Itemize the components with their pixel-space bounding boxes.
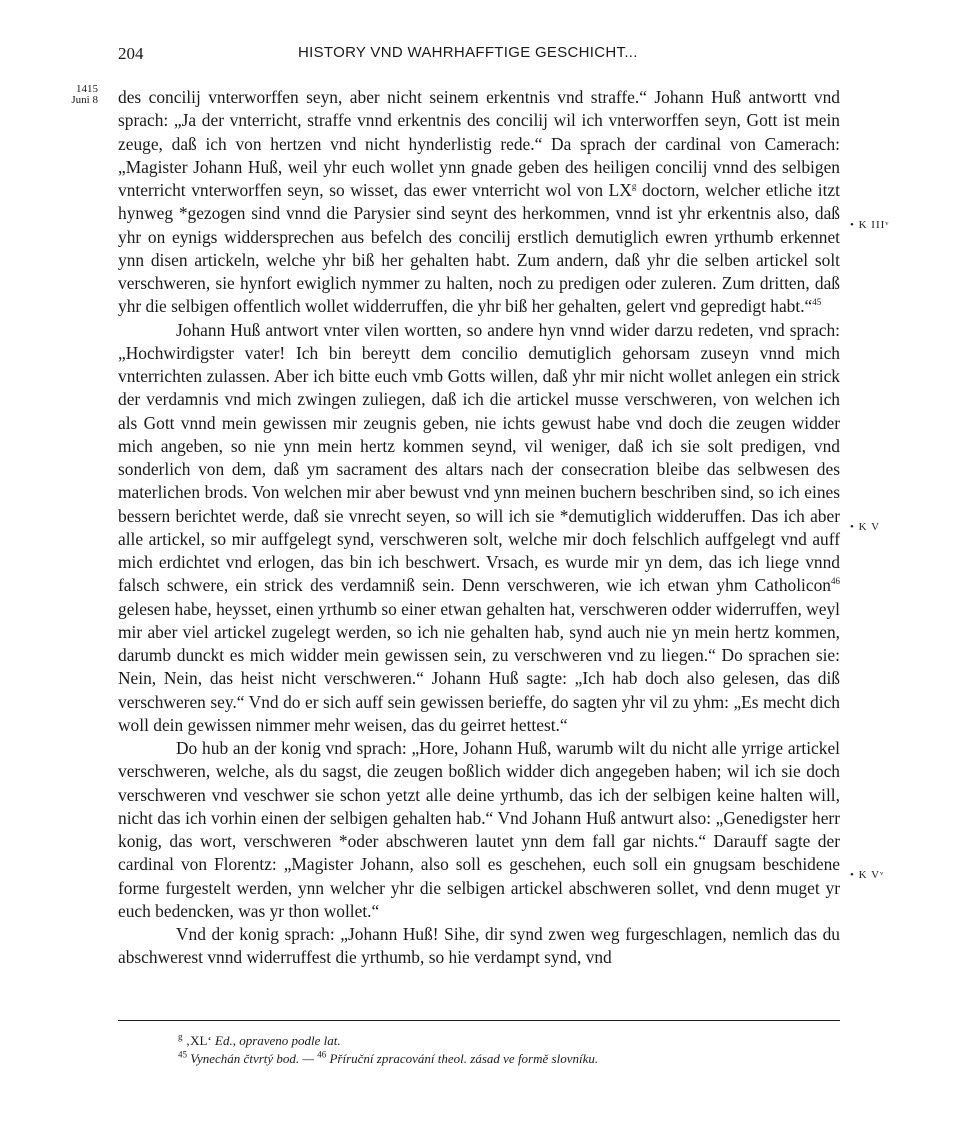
footnote-ref: 45 [812,297,822,308]
paragraph [118,319,840,738]
body-text [118,86,840,970]
page-number: 204 [118,44,144,63]
margin-year: 1415 [76,83,98,95]
margin-folio-mark: • K Vᵛ [850,869,885,881]
footnote [178,1050,828,1068]
paragraph-text: gelesen habe, heysset, einen yrthumb so einer etwan gehalten hat, verschweren odder widerruffen, weyl mir aber viel artickel zugelegt werden, so ich nie gehalten hab, synd auch nie yn mein hertz kommen, darumb dunckt es mich widder mein gewissen sein, zu verschweren vnd zu liegen.“ Do sprachen sie: Nein, Nein, das heist nicht verschweren.“ Johann Huß sagte: „Ich hab doch also gelesen, das diß verschweren sey.“ Vnd do er sich auff sein gewissen berieffe, do sagten yhr vil zu yhm: „Es mecht dich woll dein gewissen nimmer mehr weisen, das du geirret hettest.“ [118,598,840,735]
footnote-mark: 46 [317,1049,327,1060]
margin-folio-mark: • K IIIᵛ [850,219,890,231]
running-title: HISTORY VND WAHRHAFFTIGE GESCHICHT... [298,44,638,61]
footnote-divider [118,1020,840,1021]
footnote-mark: g [178,1031,183,1042]
footnote-text: Vynechán čtvrtý bod. — [187,1051,318,1066]
paragraph-text: des concilij vnterworffen seyn, aber nicht seinem erkentnis vnd straffe.“ Johann Huß antwortt vnd sprach: „Ja der vnterricht, straffe vnnd erkentnis des concilij wil ich vnterworffen seyn, Gott ist mein zeuge, daß ich von hertzen vnd nicht hynderlistig rede.“ Da sprach der cardinal von Camerach: „Magister Johann Huß, weil yhr euch wollet ynn gnade geben des heiligen concilij vnnd des selbigen vnterricht vnterworffen seyn, so wisset, das ewer vnterricht wol von LX [118,87,840,200]
margin-folio-mark: • K V [850,521,881,533]
footnote-text: Příruční zpracování theol. zásad ve formě slovníku. [326,1051,599,1066]
footnote-ref: 46 [831,576,840,587]
footnotes [178,1032,828,1068]
footnote-ref: g [631,181,637,192]
paragraph-text: Vnd der konig sprach: „Johann Huß! Sihe, dir synd zwen weg furgeschlagen, nemlich das du abschwerest vnnd widerruffest die yrthumb, so hie verdampt synd, vnd [118,924,840,968]
paragraph-text: Johann Huß antwort vnter vilen wortten, so andere hyn vnnd wider darzu redeten, vnd sprach: „Hochwirdigster vater! Ich bin bereytt dem concilio demutiglich gehorsam zuseyn vnnd mich vnterrichten zulassen. Aber ich bitte euch vmb Gotts willen, daß yhr mir nicht wollet anlegen ein strick der verdamnis vnd mich zwingen zuliegen, daß ich die artickel musse verschweren, von welchen ich als Gott vnnd mein gewissen mir zeugnis geben, nie ichts gewust habe vnd doch die zeugen widder mich angeben, so nie ynn mein hertz kommen seynd, vil weniger, daß ich sie solt predigen, vnd sonderlich von dem, daß ym sacrament des altars nach der consecration bleibe das selbwesen des materlichen brods. Von welchen mir aber bewust vnd ynn meinen buchern beschriben sind, so ich eines bessern berichtet werde, daß sie vnrecht seyen, so will ich sie *demutiglich widderuffen. Das ich aber alle artickel, so mir auffgelegt synd, verschweren solt, welche mir doch felschlich auffgelegt vnd auff mich erdichtet vnd erlogen, das bin ich beschwert. Vrsach, es wurde mir yn dem, das ich liege vnnd falsch schwere, ein strick des verdamniß sein. Denn verschweren, wie ich etwan yhm Catholicon [118,319,840,596]
paragraph-text: Do hub an der konig vnd sprach: „Hore, Johann Huß, warumb wilt du nicht alle yrrige artickel verschweren, welche, als du sagst, die zeugen boßlich widder dich angegeben haben; wil ich sie doch verschweren vnd veschwer sie schon yetzt alle deine yrthumb, das ich der selbigen keine halten will, nicht das ich vorhin einen der selbigen gehalten hab.“ Vnd Johann Huß antwurt also: „Genedigster herr konig, das wort, verschweren *oder abschweren lautet ynn dem fall gar nichts.“ Darauff sagte der cardinal von Florentz: „Magister Johann, also soll es geschehen, euch soll ein gnugsam beschidene forme furgestelt werden, ynn welcher yhr die selbigen artickel abschweren sollet, vnd denn muget yr euch bedencken, was yr thon wollet.“ [118,738,840,921]
paragraph [118,923,840,970]
footnote-mark: 45 [178,1049,187,1060]
paragraph [118,737,840,923]
paragraph-text: doctorn, welcher etliche itzt hynweg *gezogen sind vnnd die Parysier sind seynt des herkommen, vnnd ist yhr erkentnis also, daß yhr on eynigs widdersprechen aus befelch des concilij erstlich demutiglich ewren yrthumb erkennet ynn disen artickeln, welche yhr biß her gehalten habt. Zum andern, daß yhr die selben artickel solt verschweren, sie hynfort ewiglich nymmer zu halten, noch zu predigen oder zuleren. Zum dritten, daß yhr die selbigen offentlich wollet widderruffen, die yhr biß her gehalten, gelert vnd gepredigt habt.“ [118,180,840,317]
footnote [178,1032,828,1050]
margin-date-note [48,84,98,106]
footnote-text: Ed., opraveno podle lat. [211,1033,341,1048]
paragraph [118,86,840,319]
margin-date: Juni 8 [71,94,98,106]
footnote-reading: ‚XL‘ [185,1033,212,1048]
